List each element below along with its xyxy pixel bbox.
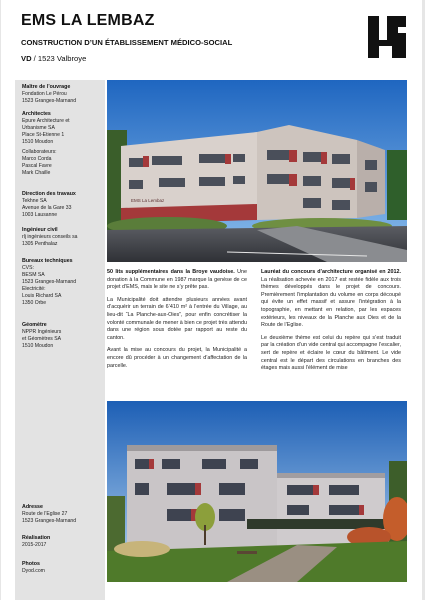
electricity-heading: Electricité: [22, 286, 46, 292]
collaborator-name: Mark Chaille [22, 170, 51, 176]
page-subtitle: CONSTRUCTION D’UN ÉTABLISSEMENT MÉDICO-SOCIAL [21, 38, 233, 47]
works-line: Avenue de la Gare 33 [22, 205, 72, 211]
page-title: EMS LA LEMBAZ [21, 12, 155, 29]
technical-heading: Bureaux techniques [22, 258, 73, 264]
collaborator-name: Marco Corda [22, 156, 52, 162]
article-column-2 [261, 269, 401, 378]
works-line: 1003 Lausanne [22, 212, 58, 218]
works-line: Tekhne SA [22, 198, 47, 204]
article-column-1 [107, 269, 247, 375]
article-lead: 50 lits supplémentaires dans la Broye vaudoise. [107, 269, 235, 275]
civil-line: rlj ingénieurs conseils sa [22, 234, 78, 240]
owner-line: 1523 Granges-Marnand [22, 98, 77, 104]
canton-code: VD [21, 54, 32, 63]
realisation-section [22, 535, 108, 549]
location-line [21, 54, 86, 63]
building-photo-bottom-image [107, 401, 407, 582]
photos-credit: Dyod.com [22, 568, 45, 574]
technical-section [22, 258, 108, 307]
address-line: Route de l’Eglise 27 [22, 511, 68, 517]
electricity-line: Louis Richard SA [22, 293, 62, 299]
electricity-line: 1350 Orbe [22, 300, 47, 306]
project-info-sidebar [15, 80, 105, 600]
photos-section [22, 561, 108, 575]
article-paragraph: La Municipalité doit attendre plusieurs années avant d’acquérir un terrain de 6’410 m² à l’entrée du Village, au lieu-dit “La Planche-aux-Oies”, pour enfin concrétiser la volonté communale de mener à bien ce projet très attendu dans une région sous dotée par rapport au reste du canton. [107, 296, 247, 341]
article-text: Une donation à la Commune en 1987 marque la genèse de ce projet d’EMS, mais le site ne s’y prête pas. [107, 269, 247, 291]
location-text: / 1523 Valbroye [31, 54, 87, 63]
article-lead: Lauréat du concours d’architecture organisé en 2012. [261, 269, 401, 275]
address-section [22, 504, 108, 525]
cvs-line: BESM SA [22, 272, 45, 278]
page [1, 0, 422, 600]
architects-heading: Architectes [22, 111, 51, 117]
article-text: La réalisation achevée en 2017 est restée fidèle aux trois thèmes développés dans le projet de concours. Premièrement l’implantation du volume en corps découpé qui évite un effet massif et assure l’intégration à la topographie, en mettant en relation, par les espaces extérieurs, les niveaux de la Planche aux Oies et de la Route de l’Eglise. [261, 276, 401, 329]
surveyor-line: 1510 Moudon [22, 343, 54, 349]
owner-section [22, 84, 108, 105]
collaborator-name: Pascal Favre [22, 163, 52, 169]
architects-line: Urbanisme SA [22, 125, 55, 131]
architects-line: Epure Architecture et [22, 118, 70, 124]
civil-engineer-section [22, 227, 108, 248]
architects-line: 1510 Moudon [22, 139, 54, 145]
cvs-heading: CVS: [22, 265, 34, 271]
article-paragraph: Le deuxième thème est celui du repère qui s’est traduit par la création d’un vide central qui accompagne l’escalier, sert de repère et éclaire le cœur du bâtiment. Le vide central est le départ des circulations en branches des étages mais aussi l’élément de mise [261, 334, 401, 372]
architects-section [22, 111, 108, 177]
surveyor-line: NPPR Ingénieurs [22, 329, 62, 335]
address-heading: Adresse [22, 504, 43, 510]
realisation-heading: Réalisation [22, 535, 51, 541]
works-heading: Direction des travaux [22, 191, 76, 197]
cvs-line: 1523 Granges-Marnand [22, 279, 77, 285]
owner-line: Fondation Le Pérou [22, 91, 67, 97]
building-photo-bottom [107, 401, 407, 582]
building-sign: EMS La Lembaz [131, 198, 165, 203]
architects-line: Place St-Etienne 1 [22, 132, 65, 138]
article-paragraph: Avant la mise au concours du projet, la Municipalité a encore dû procéder à un changement d’affectation de la parcelle. [107, 347, 247, 369]
article-paragraph [261, 269, 401, 330]
works-direction-section [22, 191, 108, 219]
photos-heading: Photos [22, 561, 40, 567]
surveyor-heading: Géomètre [22, 322, 47, 328]
building-photo-top [107, 80, 407, 262]
owner-heading: Maître de l’ouvrage [22, 84, 71, 90]
article-paragraph [107, 269, 247, 292]
address-line: 1523 Granges-Marnand [22, 518, 77, 524]
surveyor-line: et Géomètres SA [22, 336, 62, 342]
collaborators-heading: Collaborateurs: [22, 149, 57, 155]
realisation-dates: 2015-2017 [22, 542, 47, 548]
publisher-logo-icon [367, 15, 407, 59]
surveyor-section [22, 322, 108, 350]
civil-line: 1305 Penthalaz [22, 241, 58, 247]
building-photo-top-image [107, 80, 407, 262]
civil-heading: Ingénieur civil [22, 227, 58, 233]
